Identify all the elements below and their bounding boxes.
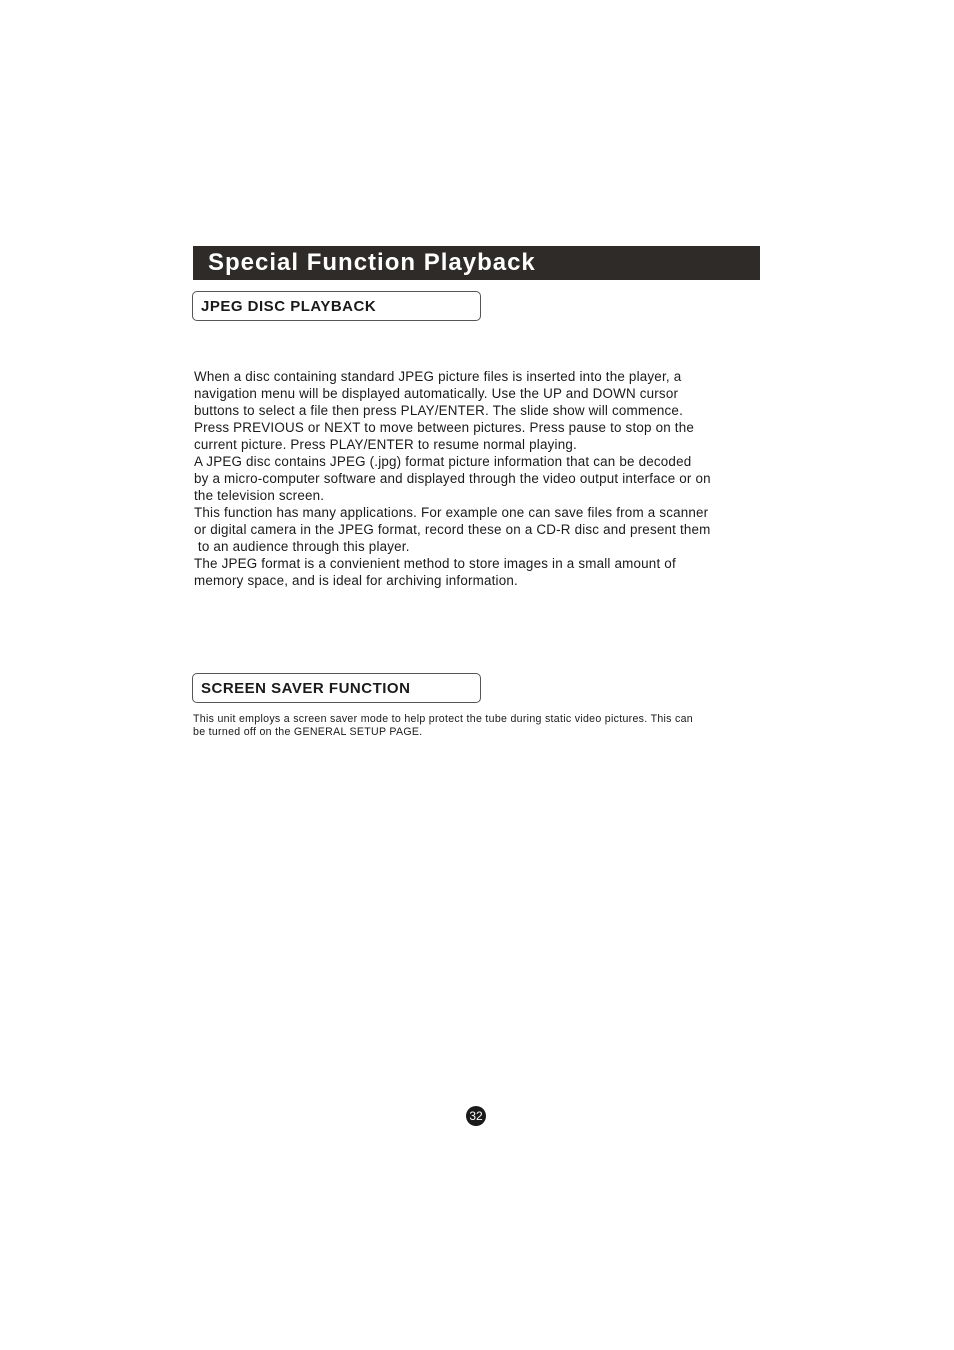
paragraph-line: The JPEG format is a convienient method to store images in a small amount of: [194, 556, 676, 571]
paragraph-line: be turned off on the GENERAL SETUP PAGE.: [193, 726, 423, 738]
section-heading-jpeg-disc-playback: [192, 291, 481, 321]
jpeg-playback-description: [194, 368, 774, 589]
section-heading-label: SCREEN SAVER FUNCTION: [201, 679, 411, 697]
paragraph-line: A JPEG disc contains JPEG (.jpg) format picture information that can be decoded: [194, 454, 692, 469]
page-title: Special Function Playback: [208, 249, 536, 276]
paragraph-line: This function has many applications. For example one can save files from a scanner: [194, 505, 709, 520]
paragraph-line: When a disc containing standard JPEG picture files is inserted into the player, a: [194, 369, 682, 384]
page-title-bar: [193, 246, 760, 280]
paragraph-line: to an audience through this player.: [194, 539, 410, 554]
paragraph-line: by a micro-computer software and displayed through the video output interface or on: [194, 471, 711, 486]
paragraph-line: or digital camera in the JPEG format, record these on a CD-R disc and present them: [194, 522, 711, 537]
section-heading-screen-saver-function: [192, 673, 481, 703]
paragraph-line: memory space, and is ideal for archiving information.: [194, 573, 518, 588]
page-number-badge: [466, 1106, 486, 1126]
page-number: 32: [469, 1109, 483, 1123]
paragraph-line: This unit employs a screen saver mode to help protect the tube during static video pictures. This can: [193, 713, 694, 725]
paragraph-line: current picture. Press PLAY/ENTER to resume normal playing.: [194, 437, 577, 452]
paragraph-line: the television screen.: [194, 488, 325, 503]
paragraph-line: buttons to select a file then press PLAY/ENTER. The slide show will commence.: [194, 403, 683, 418]
paragraph-line: Press PREVIOUS or NEXT to move between pictures. Press pause to stop on the: [194, 420, 695, 435]
paragraph-line: navigation menu will be displayed automatically. Use the UP and DOWN cursor: [194, 386, 679, 401]
section-heading-label: JPEG DISC PLAYBACK: [201, 297, 377, 315]
screen-saver-description: [193, 713, 783, 739]
